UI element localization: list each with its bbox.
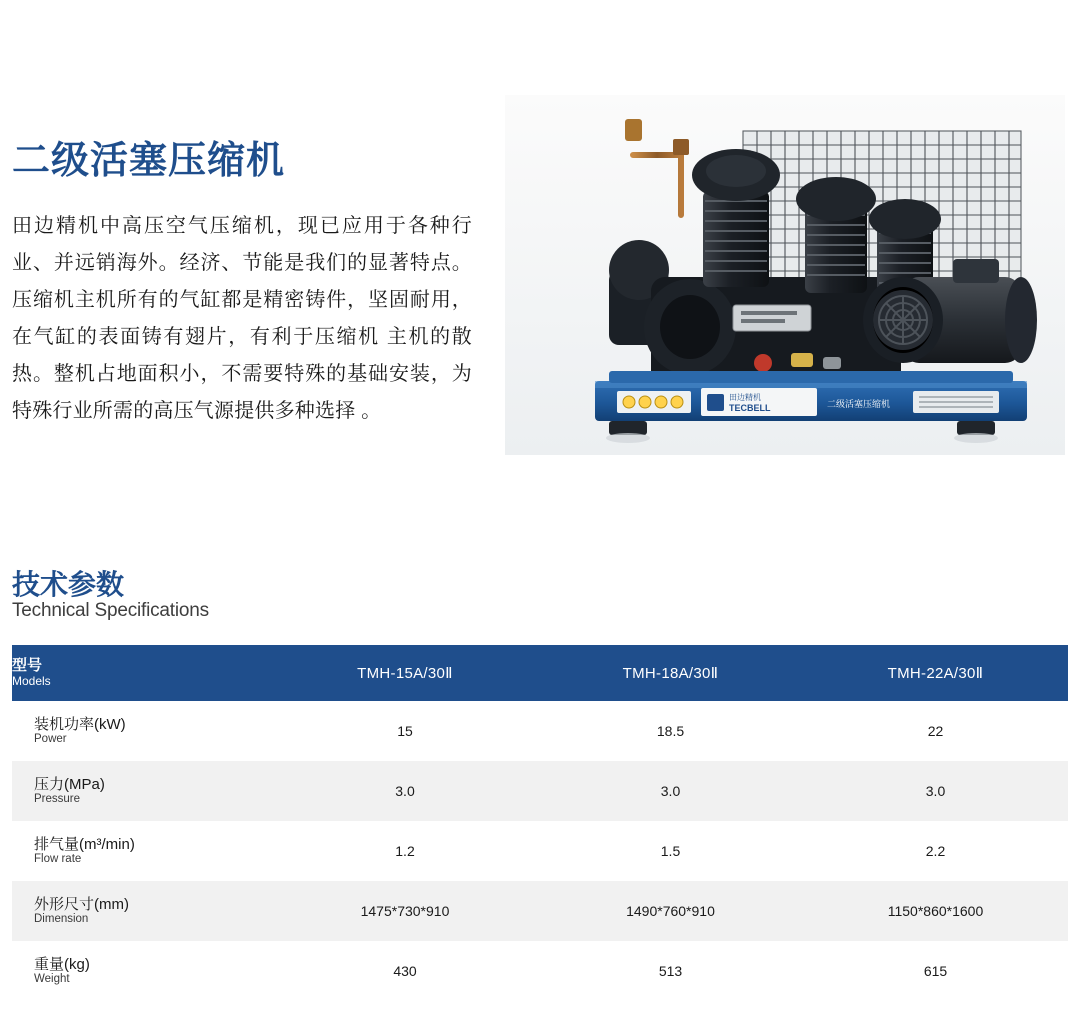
cell-pressure-3: 3.0: [925, 783, 946, 799]
row-label-en: Flow rate: [34, 853, 82, 866]
table-row: [12, 701, 1068, 761]
product-photo-illustration: [505, 95, 1065, 455]
table-row: [12, 761, 1068, 821]
header-model-label-en: Models: [12, 673, 51, 688]
row-label-en: Pressure: [34, 793, 81, 806]
header-model-label: [12, 645, 272, 701]
section-title-cn: 技术参数: [12, 569, 125, 600]
cell-power-2: 18.5: [656, 723, 685, 739]
row-label-cn: 排气量(m³/min): [34, 835, 135, 853]
cell-flowrate-1: 1.2: [395, 843, 415, 859]
svg-text:田边精机: 田边精机: [729, 393, 761, 402]
specifications-table: [12, 645, 1068, 1001]
cell-flowrate-3: 2.2: [925, 843, 946, 859]
cell-dimension-3: 1150*860*1600: [887, 903, 984, 919]
cell-power-1: 15: [397, 723, 413, 739]
table-body: [12, 701, 1068, 1001]
row-label-en: Power: [34, 733, 67, 746]
row-label-en: Weight: [34, 973, 70, 986]
section-title-en: Technical Specifications: [12, 600, 209, 621]
page-title: 二级活塞压缩机: [12, 140, 286, 183]
product-photo: [505, 95, 1065, 455]
cell-power-3: 22: [927, 723, 944, 739]
product-description: 田边精机中高压空气压缩机，现已应用于各种行业、并远销海外。经济、节能是我们的显著特点。压缩机主机所有的气缸都是精密铸件，坚固耐用，在气缸的表面铸有翅片，有利于压缩机 主机的散热。整机占地面积小，不需要特殊的基础安装，为特殊行业所需的高压气源提供多种选择 。: [12, 215, 472, 422]
row-label-en: Dimension: [34, 913, 89, 926]
cell-dimension-2: 1490*760*910: [626, 903, 715, 919]
row-label-cn: 压力(MPa): [34, 775, 105, 793]
table-row: [12, 881, 1068, 941]
row-label-cn: 重量(kg): [34, 955, 90, 973]
row-label-cn: 外形尺寸(mm): [34, 895, 129, 913]
cell-weight-3: 615: [923, 963, 948, 979]
table-header-row: [12, 645, 1068, 701]
cell-weight-2: 513: [658, 963, 683, 979]
table-row: [12, 821, 1068, 881]
header-model-label-cn: 型号: [12, 657, 43, 675]
svg-text:二级活塞压缩机: 二级活塞压缩机: [827, 399, 891, 409]
row-label-cn: 装机功率(kW): [34, 715, 126, 733]
row-label-power: [12, 701, 272, 761]
header-model-2: TMH-18A/30Ⅱ: [538, 645, 803, 701]
row-label-dimension: [12, 881, 272, 941]
row-label-weight: [12, 941, 272, 1001]
cell-dimension-1: 1475*730*910: [360, 903, 450, 919]
header-model-1: TMH-15A/30Ⅱ: [272, 645, 538, 701]
cell-pressure-2: 3.0: [660, 783, 681, 799]
table-header: [12, 645, 1068, 701]
row-label-flowrate: [12, 821, 272, 881]
cell-flowrate-2: 1.5: [660, 843, 681, 859]
svg-text:TECBELL: TECBELL: [729, 403, 771, 413]
cell-pressure-1: 3.0: [395, 783, 415, 799]
row-label-pressure: [12, 761, 272, 821]
header-model-3: TMH-22A/30Ⅱ: [803, 645, 1068, 701]
table-row: [12, 941, 1068, 1001]
cell-weight-1: 430: [393, 963, 417, 979]
